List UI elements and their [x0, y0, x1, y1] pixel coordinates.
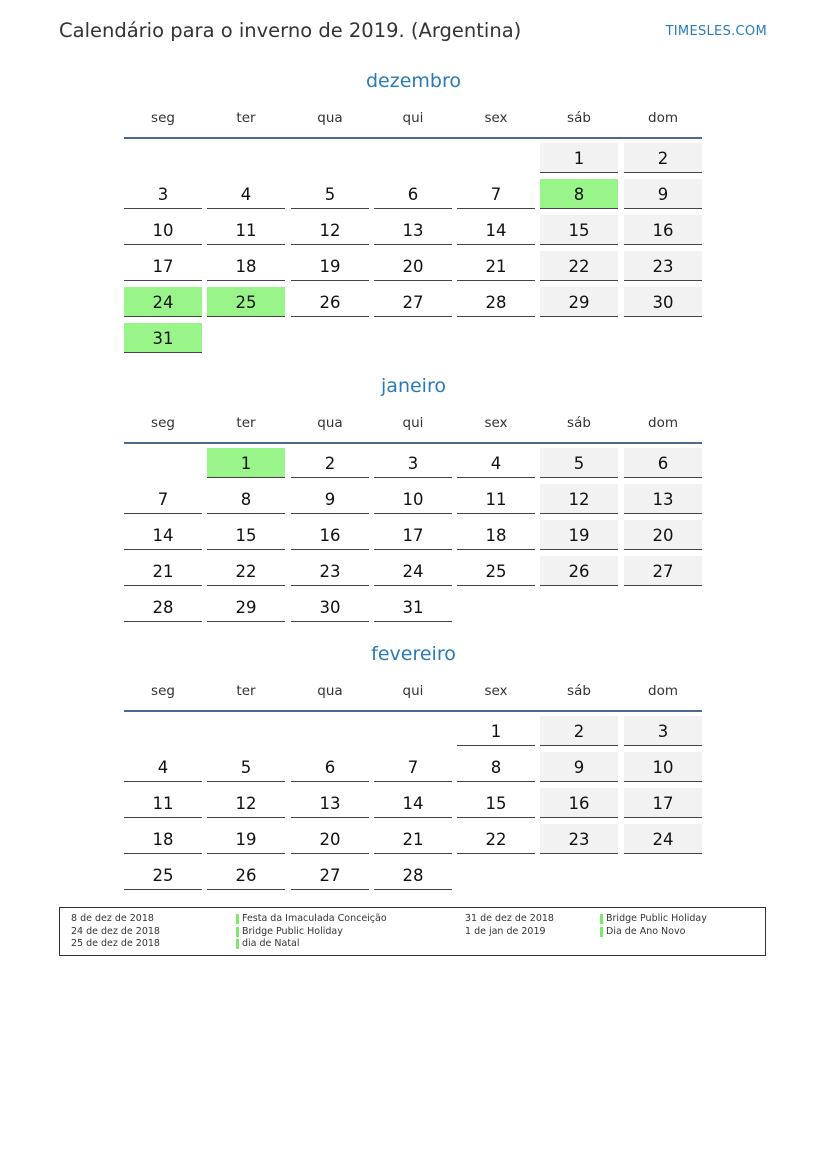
day-cell: 17	[624, 788, 702, 818]
day-cell: 15	[540, 215, 618, 245]
weekday-label: sex	[484, 110, 508, 126]
day-cell: 6	[291, 752, 369, 782]
day-cell: 3	[374, 448, 452, 478]
weekday-label: ter	[236, 415, 256, 431]
header-rule	[124, 710, 702, 712]
day-cell: 20	[291, 824, 369, 854]
day-cell: 21	[457, 251, 535, 281]
day-cell: 28	[457, 287, 535, 317]
weekday-label: qui	[402, 683, 424, 699]
weekday-label: sex	[484, 415, 508, 431]
day-cell: 31	[124, 323, 202, 353]
day-cell: 11	[124, 788, 202, 818]
weekday-label: dom	[648, 415, 678, 431]
day-cell: 9	[540, 752, 618, 782]
day-cell: 2	[291, 448, 369, 478]
day-cell: 20	[624, 520, 702, 550]
weekday-label: seg	[151, 110, 175, 126]
day-cell: 8	[457, 752, 535, 782]
weekday-label: qui	[402, 415, 424, 431]
day-cell: 2	[540, 716, 618, 746]
day-cell: 18	[207, 251, 285, 281]
legend-holiday-name: dia de Natal	[236, 938, 387, 951]
day-cell: 25	[124, 860, 202, 890]
weekday-label: seg	[151, 683, 175, 699]
day-cell: 14	[457, 215, 535, 245]
day-cell: 23	[624, 251, 702, 281]
legend-date: 24 de dez de 2018	[71, 925, 160, 937]
day-cell: 13	[374, 215, 452, 245]
day-cell: 8	[540, 179, 618, 209]
month-title: janeiro	[381, 375, 446, 397]
weekday-label: sáb	[567, 110, 591, 126]
day-cell: 10	[124, 215, 202, 245]
day-cell: 26	[291, 287, 369, 317]
day-cell: 1	[207, 448, 285, 478]
day-cell: 14	[124, 520, 202, 550]
day-cell: 18	[124, 824, 202, 854]
day-cell: 5	[540, 448, 618, 478]
day-cell: 28	[124, 592, 202, 622]
legend-holiday-name: Bridge Public Holiday	[236, 926, 387, 939]
day-cell: 12	[291, 215, 369, 245]
day-cell: 30	[291, 592, 369, 622]
day-cell: 3	[624, 716, 702, 746]
day-cell: 9	[624, 179, 702, 209]
weekday-label: qua	[317, 683, 343, 699]
weekday-label: sex	[484, 683, 508, 699]
day-cell: 12	[207, 788, 285, 818]
day-cell: 13	[624, 484, 702, 514]
day-cell: 21	[124, 556, 202, 586]
day-cell: 1	[540, 143, 618, 173]
day-cell: 25	[207, 287, 285, 317]
page-title: Calendário para o inverno de 2019. (Argentina)	[59, 19, 522, 42]
day-cell: 27	[624, 556, 702, 586]
header-rule	[124, 137, 702, 139]
header-rule	[124, 442, 702, 444]
day-cell: 22	[457, 824, 535, 854]
day-cell: 3	[124, 179, 202, 209]
legend-date: 8 de dez de 2018	[71, 913, 154, 924]
day-cell: 21	[374, 824, 452, 854]
day-cell: 27	[291, 860, 369, 890]
day-cell: 15	[207, 520, 285, 550]
weekday-label: qua	[317, 415, 343, 431]
legend-holiday-name: Bridge Public Holiday	[600, 913, 707, 926]
month-title: fevereiro	[371, 643, 456, 665]
day-cell: 19	[291, 251, 369, 281]
day-cell: 9	[291, 484, 369, 514]
legend-holiday-name: Dia de Ano Novo	[600, 926, 707, 939]
day-cell: 16	[291, 520, 369, 550]
day-cell: 22	[207, 556, 285, 586]
day-cell: 18	[457, 520, 535, 550]
day-cell: 5	[291, 179, 369, 209]
day-cell: 10	[374, 484, 452, 514]
day-cell: 11	[457, 484, 535, 514]
day-cell: 25	[457, 556, 535, 586]
legend-date: 31 de dez de 2018	[465, 913, 554, 924]
legend-left-names	[236, 913, 387, 951]
weekday-label: qui	[402, 110, 424, 126]
day-cell: 28	[374, 860, 452, 890]
day-cell: 24	[124, 287, 202, 317]
legend-right-dates	[465, 913, 554, 938]
day-cell: 23	[291, 556, 369, 586]
day-cell: 24	[624, 824, 702, 854]
day-cell: 29	[540, 287, 618, 317]
day-cell: 7	[374, 752, 452, 782]
legend-date: 1 de jan de 2019	[465, 925, 546, 937]
legend-left-dates	[71, 913, 160, 951]
day-cell: 30	[624, 287, 702, 317]
weekday-label: seg	[151, 415, 175, 431]
day-cell: 29	[207, 592, 285, 622]
site-logo[interactable]: TIMESLES.COM	[665, 24, 767, 39]
day-cell: 19	[207, 824, 285, 854]
day-cell: 12	[540, 484, 618, 514]
weekday-label: sáb	[567, 683, 591, 699]
day-cell: 13	[291, 788, 369, 818]
day-cell: 17	[374, 520, 452, 550]
day-cell: 11	[207, 215, 285, 245]
month-title: dezembro	[366, 70, 461, 92]
weekday-label: dom	[648, 683, 678, 699]
day-cell: 8	[207, 484, 285, 514]
day-cell: 7	[457, 179, 535, 209]
day-cell: 2	[624, 143, 702, 173]
day-cell: 1	[457, 716, 535, 746]
day-cell: 4	[124, 752, 202, 782]
day-cell: 4	[207, 179, 285, 209]
day-cell: 17	[124, 251, 202, 281]
day-cell: 14	[374, 788, 452, 818]
weekday-label: qua	[317, 110, 343, 126]
day-cell: 26	[540, 556, 618, 586]
day-cell: 26	[207, 860, 285, 890]
day-cell: 27	[374, 287, 452, 317]
day-cell: 10	[624, 752, 702, 782]
legend-right-names	[600, 913, 707, 938]
day-cell: 16	[540, 788, 618, 818]
weekday-label: dom	[648, 110, 678, 126]
day-cell: 23	[540, 824, 618, 854]
day-cell: 4	[457, 448, 535, 478]
day-cell: 20	[374, 251, 452, 281]
weekday-label: sáb	[567, 415, 591, 431]
day-cell: 31	[374, 592, 452, 622]
day-cell: 7	[124, 484, 202, 514]
day-cell: 5	[207, 752, 285, 782]
day-cell: 15	[457, 788, 535, 818]
legend-holiday-name: Festa da Imaculada Conceição	[236, 913, 387, 926]
legend-date: 25 de dez de 2018	[71, 938, 160, 949]
day-cell: 19	[540, 520, 618, 550]
day-cell: 6	[624, 448, 702, 478]
day-cell: 16	[624, 215, 702, 245]
day-cell: 6	[374, 179, 452, 209]
weekday-label: ter	[236, 683, 256, 699]
holiday-legend	[59, 907, 766, 956]
weekday-label: ter	[236, 110, 256, 126]
day-cell: 22	[540, 251, 618, 281]
day-cell: 24	[374, 556, 452, 586]
